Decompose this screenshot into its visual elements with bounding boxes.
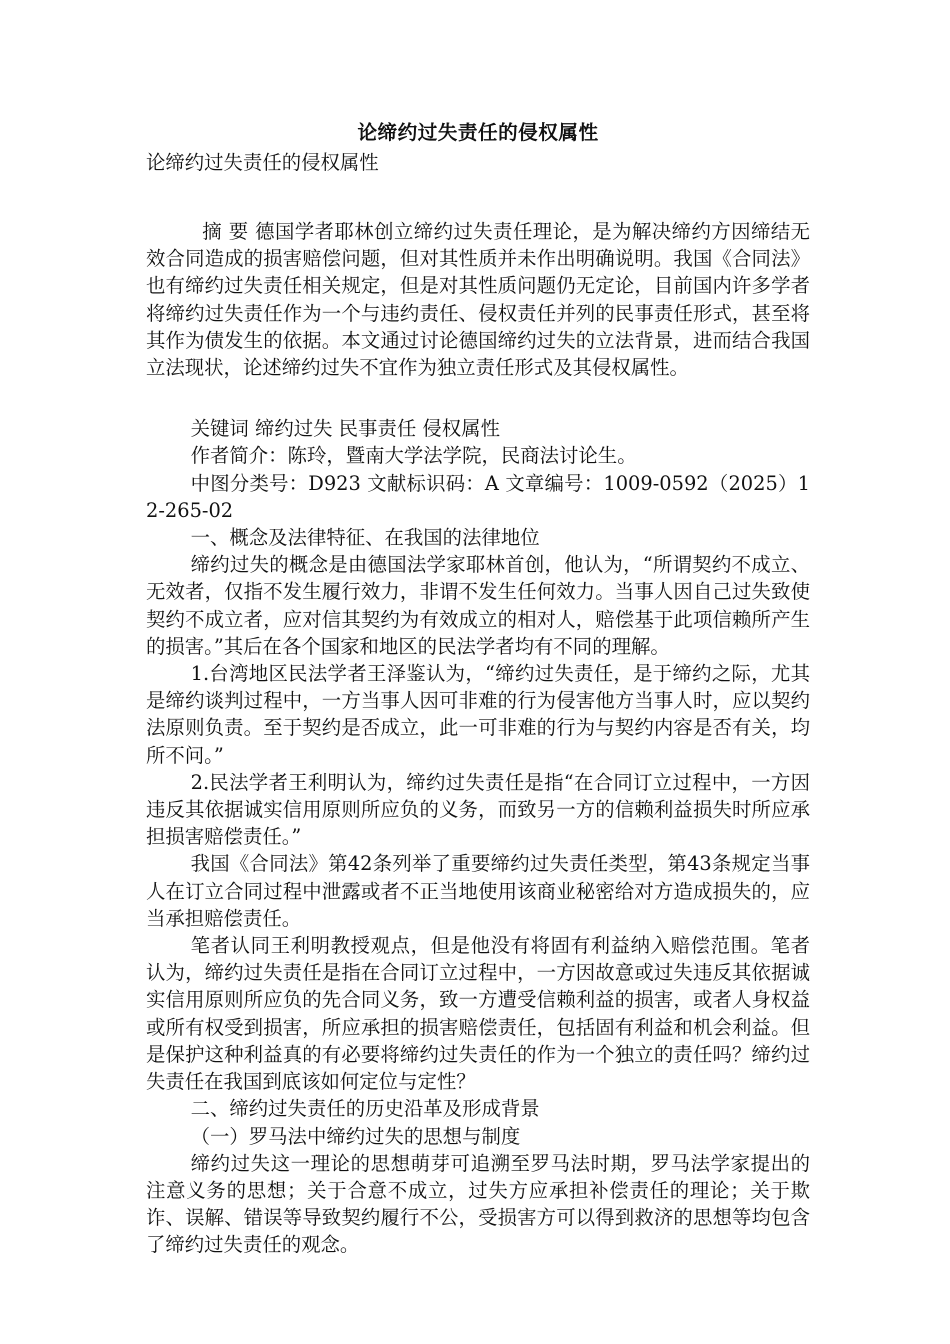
body-paragraph: 2.民法学者王利明认为，缔约过失责任是指“在合同订立过程中，一方因违反其依据诚实信用原则所应负的义务，而致另一方的信赖利益损失时所应承担损害赔偿责任。” — [146, 770, 810, 849]
subsection-heading: （一）罗马法中缔约过失的思想与制度 — [190, 1124, 521, 1148]
spacer — [146, 178, 810, 218]
body-paragraph: 笔者认同王利明教授观点，但是他没有将固有利益纳入赔偿范围。笔者认为，缔约过失责任是指在合同订立过程中，一方因故意或过失违反其依据诚实信用原则所应负的先合同义务，致一方遭受信赖利益的损害，或者人身权益或所有权受到损害，所应承担的损害赔偿责任，包括固有利益和机会利益。但是保护这种利益真的有必要将缔约过失责任的作为一个独立的责任吗？缔约过失责任在我国到底该如何定位与定性？ — [146, 934, 810, 1094]
spacer — [146, 381, 810, 415]
section-heading-2: 二、缔约过失责任的历史沿革及形成背景 — [190, 1097, 540, 1121]
body-paragraph: 缔约过失的概念是由德国法学家耶林首创，他认为，“所谓契约不成立、无效者，仅指不发生履行效力，非谓不发生任何效力。当事人因自己过失致使契约不成立者，应对信其契约为有效成立的相对人，赔偿基于此项信赖所产生的损害。”其后在各个国家和地区的民法学者均有不同的理解。 — [146, 553, 810, 658]
abstract: 摘 要 德国学者耶林创立缔约过失责任理论，是为解决缔约方因缔结无效合同造成的损害赔偿问题，但对其性质并未作出明确说明。我国《合同法》也有缔约过失责任相关规定，但是对其性质问题仍无定论，目前国内许多学者将缔约过失责任作为一个与违约责任、侵权责任并列的民事责任形式，甚至将其作为债发生的依据。本文通过讨论德国缔约过失的立法背景，进而结合我国立法现状，论述缔约过失不宜作为独立责任形式及其侵权属性。 — [146, 220, 810, 380]
classification-info: 中图分类号：D923 文献标识码：A 文章编号：1009-0592（2025）12-265-02 — [146, 471, 810, 522]
body-paragraph: 1.台湾地区民法学者王泽鉴认为，“缔约过失责任，是于缔约之际，尤其是缔约谈判过程中，一方当事人因可非难的行为侵害他方当事人时，应以契约法原则负责。至于契约是否成立，此一可非难的行为与契约内容是否有关，均所不问。” — [146, 662, 810, 767]
body-paragraph: 我国《合同法》第42条列举了重要缔约过失责任类型，第43条规定当事人在订立合同过程中泄露或者不正当地使用该商业秘密给对方造成损失的，应当承担赔偿责任。 — [146, 852, 810, 930]
document-subtitle: 论缔约过失责任的侵权属性 — [146, 151, 379, 174]
author-info: 作者简介：陈玲，暨南大学法学院，民商法讨论生。 — [190, 444, 637, 468]
body-paragraph: 缔约过失这一理论的思想萌芽可追溯至罗马法时期，罗马法学家提出的注意义务的思想；关于合意不成立，过失方应承担补偿责任的理论；关于欺诈、误解、错误等导致契约履行不公，受损害方可以得到救济的思想等均包含了缔约过失责任的观念。 — [146, 1151, 810, 1257]
keywords: 关键词 缔约过失 民事责任 侵权属性 — [190, 417, 500, 441]
section-heading-1: 一、概念及法律特征、在我国的法律地位 — [190, 526, 540, 550]
document-title: 论缔约过失责任的侵权属性 — [357, 121, 599, 144]
